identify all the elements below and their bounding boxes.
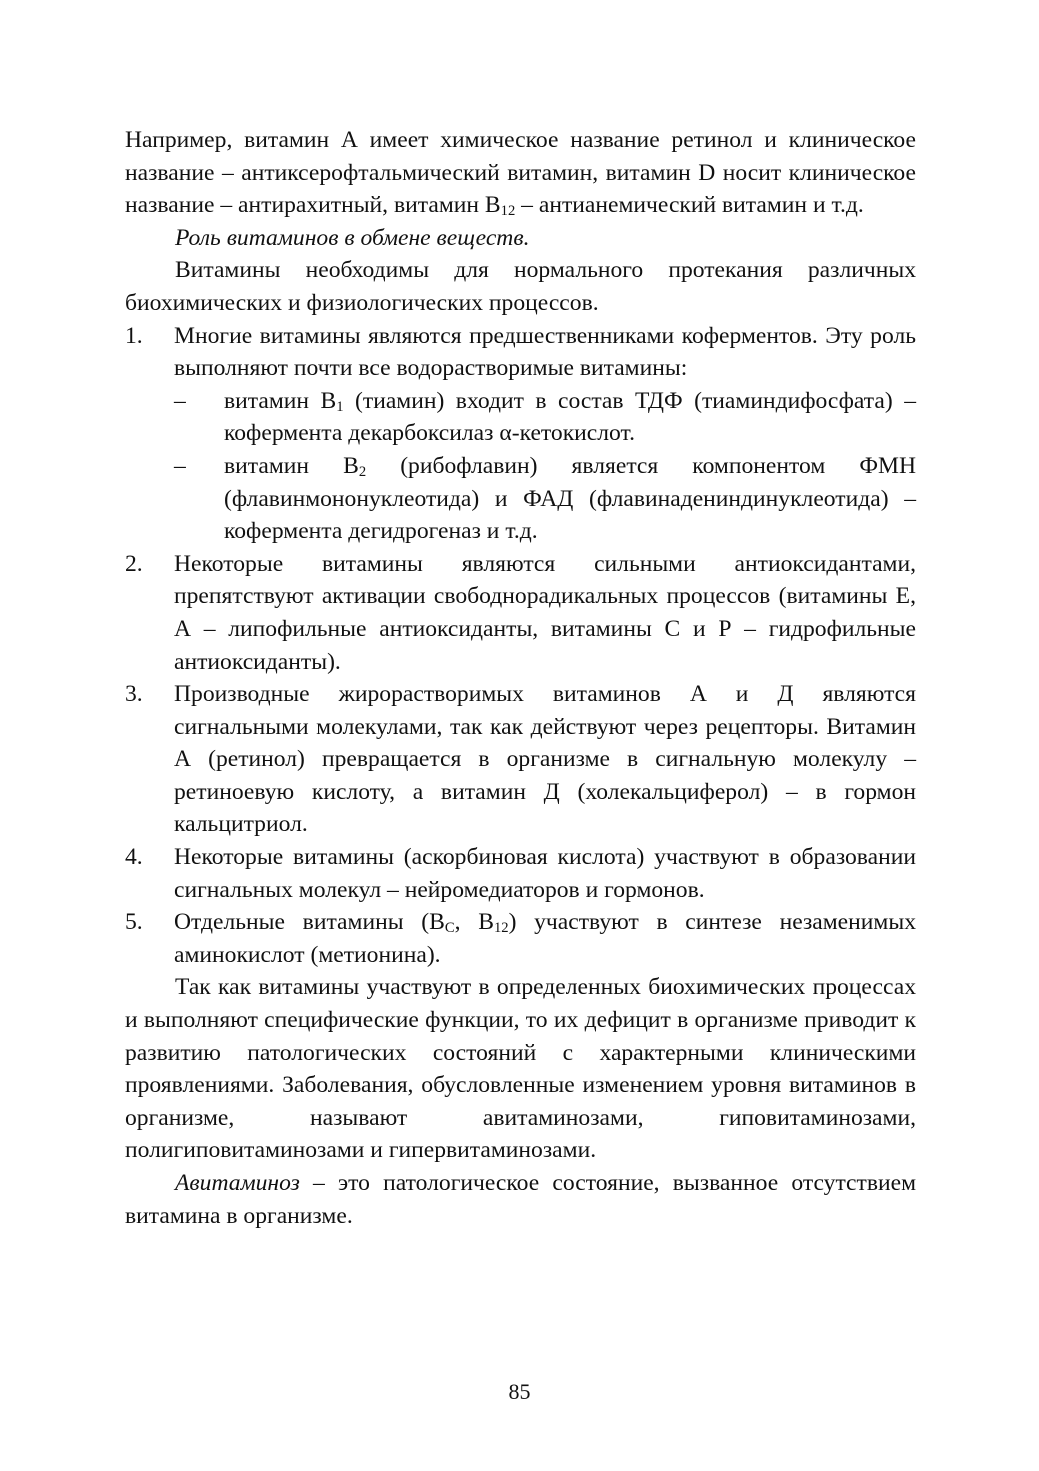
list-number: 5.	[125, 909, 143, 936]
list-item-4	[125, 841, 916, 906]
list-text: Многие витамины являются предшественниками коферментов. Эту роль выполняют почти все водорастворимые витамины:	[174, 322, 916, 382]
avitaminosis-paragraph: Авитаминоз – это патологическое состояние, вызванное отсутствием витамина в организме.	[125, 1170, 916, 1229]
list-item-1	[125, 320, 916, 385]
list-text: Производные жирорастворимых витаминов А и Д являются сигнальными молекулами, так как действуют через рецепторы. Витамин А (ретинол) превращается в организме в сигнальную молекулу – ретиноевую кислоту, а витамин Д (холекальциферол) – в гормон кальцитриол.	[174, 681, 916, 838]
page-number: 85	[508, 1379, 531, 1404]
list-text: Некоторые витамины (аскорбиновая кислота) участвуют в образовании сигнальных молекул – нейромедиаторов и гормонов.	[174, 844, 916, 903]
dash-marker: –	[174, 387, 186, 414]
list-number: 2.	[125, 550, 143, 577]
subscript: 2	[358, 464, 367, 481]
term: Авитаминоз	[175, 1170, 300, 1196]
page-body	[125, 124, 916, 1232]
subscript: 12	[500, 203, 516, 220]
section-heading: Роль витаминов в обмене веществ.	[175, 224, 530, 251]
list-item-3	[125, 678, 916, 841]
role-paragraph: Витамины необходимы для нормального протекания различных биохимических и физиологических процессов.	[125, 257, 916, 316]
subscript: С	[444, 920, 455, 937]
list-number: 1.	[125, 322, 143, 349]
list-number: 4.	[125, 844, 143, 871]
sub-list-item-1	[174, 385, 916, 450]
subscript: 1	[336, 398, 344, 415]
list-text: Отдельные витамины ($В_С$, $В_{12}$) участвуют в синтезе незаменимых аминокислот (метионина).	[174, 909, 916, 968]
sub-list-text: витамин $В_1$ (тиамин) входит в состав ТДФ (тиаминдифосфата) – кофермента декарбоксилаз α-кетокислот.	[224, 387, 916, 447]
intro-paragraph: Например, витамин А имеет химическое название ретинол и клиническое название – антиксерофтальмический витамин, витамин D носит клиническое название – антирахитный, витамин $В_{12}$ – антианемический витамин и т.д.	[125, 127, 916, 220]
list-number: 3.	[125, 681, 143, 708]
sub-list-item-2	[174, 450, 916, 548]
list-text: Некоторые витамины являются сильными антиоксидантами, препятствуют активации свободнорадикальных процессов (витамины Е, А – липофильные антиоксиданты, витамины С и Р – гидрофильные антиоксиданты).	[174, 550, 916, 675]
sub-list-text: витамин $В_2$ (рибофлавин) является компонентом ФМН (флавинмононуклеотида) и ФАД (флавинадениндинуклеотида) – кофермента дегидрогеназ и т.д.	[224, 452, 917, 545]
dash-marker: –	[174, 452, 186, 479]
list-item-2	[125, 548, 916, 678]
subscript: 12	[493, 920, 509, 937]
list-item-5	[125, 906, 916, 971]
deficit-paragraph: Так как витамины участвуют в определенных биохимических процессах и выполняют специфические функции, то их дефицит в организме приводит к развитию патологических состояний с характерными клиническими проявлениями. Заболевания, обусловленные изменением уровня витаминов в организме, называют авитаминозами, гиповитаминозами, полигиповитаминозами и гипервитаминозами.	[125, 974, 916, 1164]
